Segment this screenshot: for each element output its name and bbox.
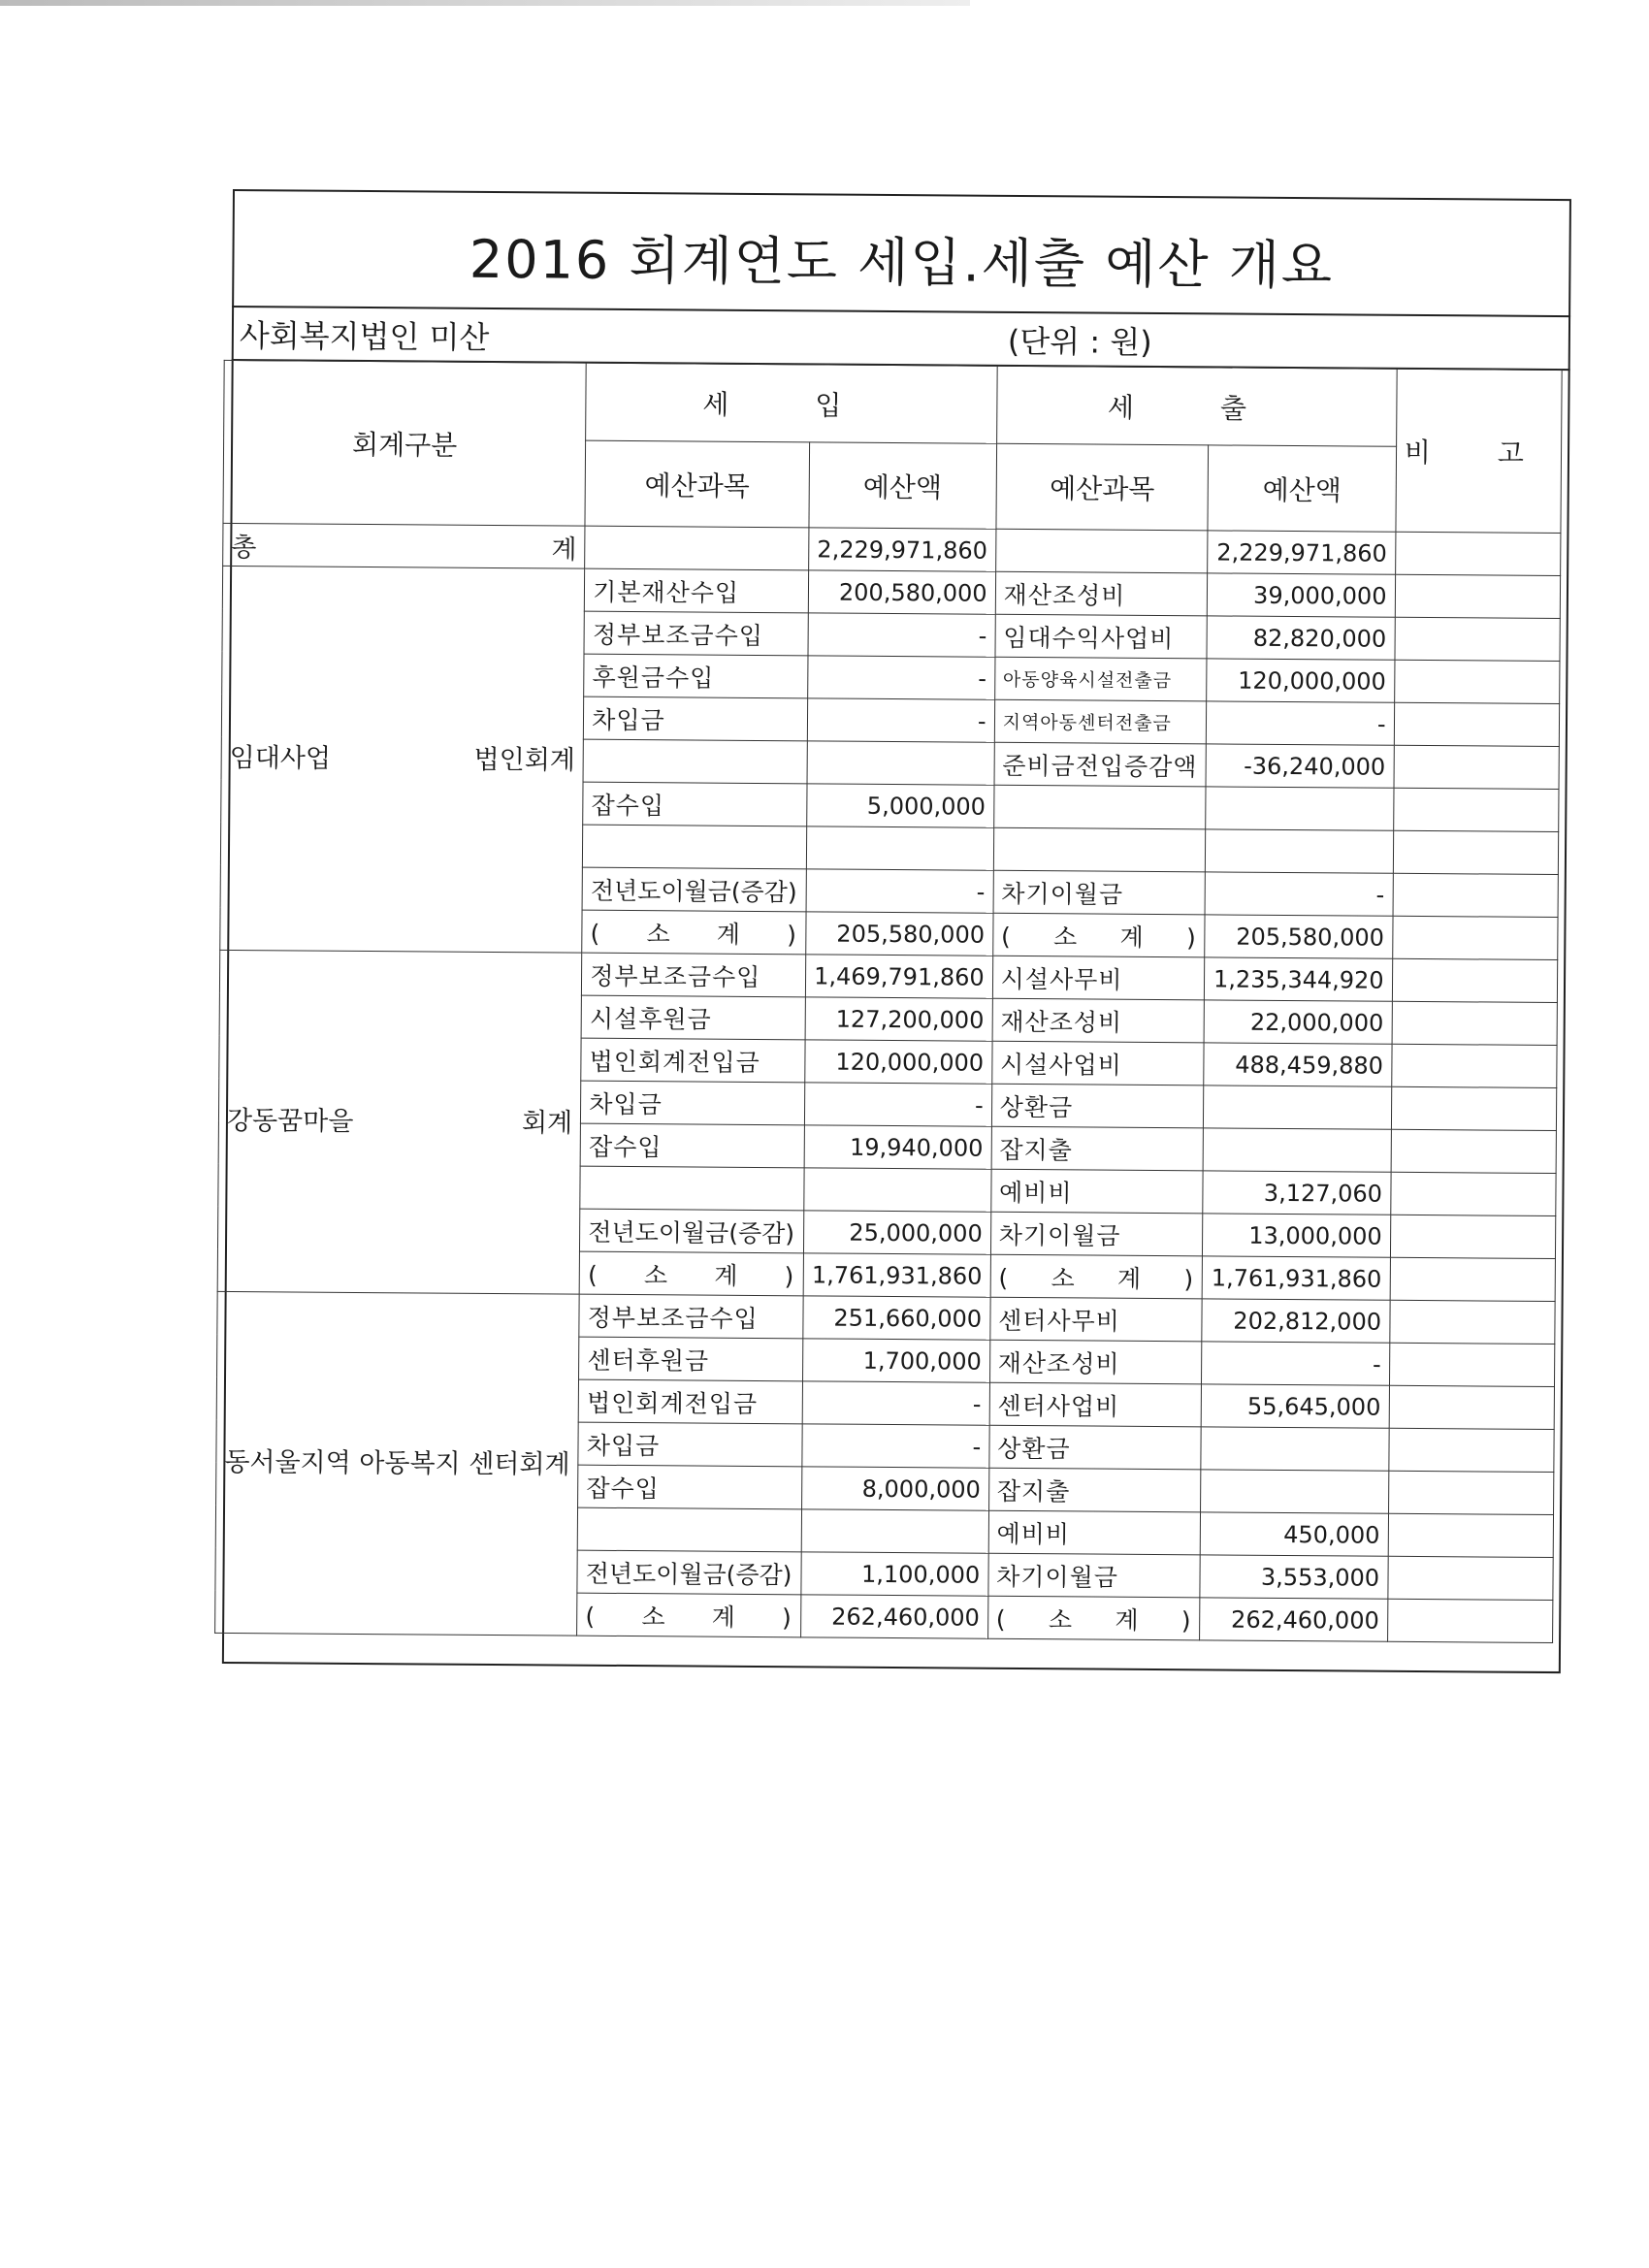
expenditure-item-cell [993,785,1206,829]
remark-cell [1392,916,1558,959]
expenditure-amount-cell: 3,553,000 [1200,1555,1387,1599]
revenue-item-cell: 차입금 [581,1081,805,1125]
revenue-item-cell: 정부보조금수입 [579,1294,803,1339]
total-remark [1395,532,1561,575]
remark-cell [1395,617,1561,661]
remark-cell [1395,574,1561,618]
table-row [217,1291,1555,1344]
revenue-header [586,363,997,443]
expenditure-amount-cell: 450,000 [1201,1512,1388,1556]
expenditure-item-cell: 차기이월금 [990,1212,1203,1256]
table-row [219,950,1557,1002]
section-label: 임대사업 법인회계 [220,566,585,953]
revenue-item-cell: 기본재산수입 [585,568,809,613]
revenue-item-cell: 법인회계전입금 [581,1038,805,1083]
expenditure-amount-cell: - [1207,701,1394,745]
revenue-amount-cell: 1,469,791,860 [805,955,992,998]
revenue-amount-cell [806,826,993,870]
expenditure-item-cell: ( 소 계 ) [992,913,1205,957]
document-title: 2016 회계연도 세입.세출 예산 개요 [469,228,1335,297]
revenue-amount-cell: 8,000,000 [801,1467,988,1510]
revenue-amount-cell: 1,100,000 [800,1552,987,1596]
expenditure-amount-cell [1204,1085,1391,1129]
section-label: 동서울지역 아동복지 센터회계 [215,1291,580,1636]
remark-cell [1393,830,1559,874]
revenue-amount-cell: - [808,613,995,657]
remark-cell [1390,1257,1556,1301]
remark-cell [1390,1215,1556,1258]
expenditure-amount-cell: 55,645,000 [1202,1384,1389,1428]
total-revenue-item [585,526,809,570]
revenue-item-cell: 전년도이월금(증감) [582,867,806,912]
expenditure-item-cell: 상환금 [989,1425,1202,1470]
expenditure-item-cell: ( 소 계 ) [990,1254,1203,1299]
revenue-amount-cell: 25,000,000 [803,1211,990,1254]
division-header: 회계구분 [223,360,586,526]
remark-cell [1389,1343,1555,1386]
expenditure-header [996,366,1396,446]
revenue-item-cell: 후원금수입 [584,654,808,698]
revenue-item-cell: 잡수입 [578,1465,802,1509]
expenditure-amount-cell [1206,787,1393,830]
revenue-item-cell: 시설후원금 [581,995,805,1040]
expenditure-item-cell: 잡지출 [988,1468,1201,1512]
revenue-item-cell: 잡수입 [583,782,807,826]
expenditure-item-cell: 지역아동센터전출금 [994,699,1207,744]
expenditure-item-cell: 시설사무비 [992,956,1205,1000]
remark-cell [1391,1086,1557,1130]
expenditure-amount-cell [1204,1128,1391,1172]
revenue-item-cell: 법인회계전입금 [578,1379,802,1424]
revenue-amount-cell: 262,460,000 [800,1595,987,1638]
expenditure-item-cell: 잡지출 [991,1126,1204,1171]
revenue-item-header: 예산과목 [585,440,809,528]
remark-cell [1389,1385,1555,1429]
expenditure-amount-cell: 205,580,000 [1205,915,1392,958]
expenditure-amount-cell [1206,829,1393,873]
revenue-item-cell: ( 소 계 ) [579,1251,803,1296]
expenditure-item-header: 예산과목 [996,443,1209,531]
organization-name: 사회복지법인 미산 [239,317,490,356]
revenue-item-cell: 잡수입 [580,1123,804,1168]
revenue-amount-cell [803,1168,990,1212]
remark-cell [1392,1001,1558,1045]
expenditure-item-cell: 재산조성비 [995,571,1208,616]
expenditure-item-cell: 임대수익사업비 [995,614,1208,659]
expenditure-amount-cell: 39,000,000 [1208,573,1395,617]
revenue-amount-cell: - [804,1083,991,1126]
expenditure-item-cell: ( 소 계 ) [987,1596,1200,1640]
expenditure-item-cell: 아동양육시설전출금 [994,657,1207,701]
revenue-amount-cell: 200,580,000 [808,570,995,614]
revenue-item-cell: 차입금 [584,697,808,741]
revenue-item-cell: 정부보조금수입 [582,953,806,997]
total-label: 총 계 [223,523,586,568]
budget-sheet [222,189,1571,1673]
expenditure-item-cell: 재산조성비 [992,998,1205,1043]
revenue-amount-cell: 1,700,000 [802,1339,989,1382]
expenditure-item-cell: 차기이월금 [988,1553,1201,1598]
table-row [222,566,1560,618]
revenue-item-cell: ( 소 계 ) [577,1593,801,1637]
remark-cell [1388,1513,1554,1557]
revenue-header-label: 세 입 [702,388,881,422]
expenditure-item-cell [993,827,1206,872]
revenue-item-cell: ( 소 계 ) [582,910,806,955]
revenue-amount-cell [807,741,994,785]
revenue-amount-cell: 251,660,000 [802,1296,989,1340]
revenue-amount-cell: 5,000,000 [806,784,993,827]
revenue-item-cell: 전년도이월금(증감) [577,1550,801,1595]
revenue-item-cell: 센터후원금 [579,1337,803,1381]
revenue-amount-cell: 19,940,000 [804,1125,991,1169]
unit-label: (단위 : 원) [1007,322,1152,361]
expenditure-amount-cell [1201,1470,1388,1513]
revenue-item-cell [580,1166,804,1211]
expenditure-amount-cell: 22,000,000 [1204,1000,1391,1044]
expenditure-item-cell: 예비비 [988,1510,1201,1555]
remark-cell [1394,745,1560,789]
expenditure-amount-cell: -36,240,000 [1206,744,1393,788]
revenue-amount-cell: - [806,869,993,913]
total-expenditure-amount: 2,229,971,860 [1208,531,1395,574]
header-row-1 [224,360,1563,447]
expenditure-amount-cell: 1,235,344,920 [1205,957,1392,1001]
expenditure-item-cell: 센터사업비 [989,1382,1202,1427]
expenditure-amount-header: 예산액 [1208,445,1396,532]
expenditure-amount-cell: 488,459,880 [1204,1043,1391,1086]
expenditure-item-cell: 차기이월금 [993,870,1206,915]
remark-cell [1388,1471,1554,1514]
revenue-item-cell [577,1507,801,1552]
expenditure-amount-cell: 13,000,000 [1203,1214,1390,1257]
expenditure-amount-cell: - [1205,872,1392,916]
revenue-amount-cell: - [802,1381,989,1425]
remark-cell [1388,1428,1554,1472]
expenditure-header-label: 세 출 [1107,391,1286,425]
revenue-item-cell [583,825,807,869]
scan-edge [0,0,970,6]
revenue-amount-cell: 205,580,000 [805,912,992,956]
revenue-amount-cell: - [807,698,994,742]
remark-cell [1387,1599,1553,1642]
expenditure-item-cell: 센터사무비 [989,1297,1202,1342]
revenue-item-cell: 정부보조금수입 [584,611,808,656]
expenditure-amount-cell: 3,127,060 [1203,1171,1390,1215]
remarks-header-label: 비 고 [1404,436,1553,470]
expenditure-amount-cell: 202,812,000 [1202,1299,1389,1343]
revenue-amount-cell: - [801,1424,988,1468]
remark-cell [1387,1556,1553,1600]
section-label: 강동꿈마을 회계 [217,950,582,1294]
expenditure-amount-cell: 120,000,000 [1207,659,1394,702]
total-expenditure-item [995,529,1208,573]
expenditure-amount-cell: 82,820,000 [1207,616,1394,660]
remark-cell [1391,1129,1557,1173]
revenue-item-cell: 차입금 [578,1422,802,1467]
remark-cell [1389,1300,1555,1344]
remark-cell [1394,660,1560,703]
remark-cell [1390,1172,1556,1215]
revenue-amount-cell [801,1509,988,1553]
total-revenue-amount: 2,229,971,860 [808,528,995,571]
expenditure-amount-cell [1201,1427,1388,1471]
expenditure-item-cell: 예비비 [990,1169,1203,1214]
revenue-item-cell [583,739,807,784]
remark-cell [1394,702,1560,746]
expenditure-item-cell: 재산조성비 [989,1340,1202,1384]
revenue-item-cell: 전년도이월금(증감) [580,1209,804,1253]
remark-cell [1393,873,1559,917]
revenue-amount-cell: 1,761,931,860 [803,1253,990,1297]
expenditure-item-cell: 상환금 [991,1084,1204,1128]
expenditure-item-cell: 준비금전입증감액 [994,742,1207,787]
budget-table [214,360,1563,1643]
remark-cell [1392,958,1558,1002]
remarks-header [1396,369,1563,533]
expenditure-item-cell: 시설사업비 [991,1041,1204,1085]
revenue-amount-cell: 127,200,000 [805,997,992,1041]
revenue-amount-header: 예산액 [809,442,997,529]
expenditure-amount-cell: 1,761,931,860 [1203,1256,1390,1300]
revenue-amount-cell: - [807,656,994,699]
remark-cell [1393,788,1559,831]
expenditure-amount-cell: - [1202,1342,1389,1385]
revenue-amount-cell: 120,000,000 [804,1040,991,1084]
remark-cell [1391,1044,1557,1087]
expenditure-amount-cell: 262,460,000 [1200,1598,1387,1641]
